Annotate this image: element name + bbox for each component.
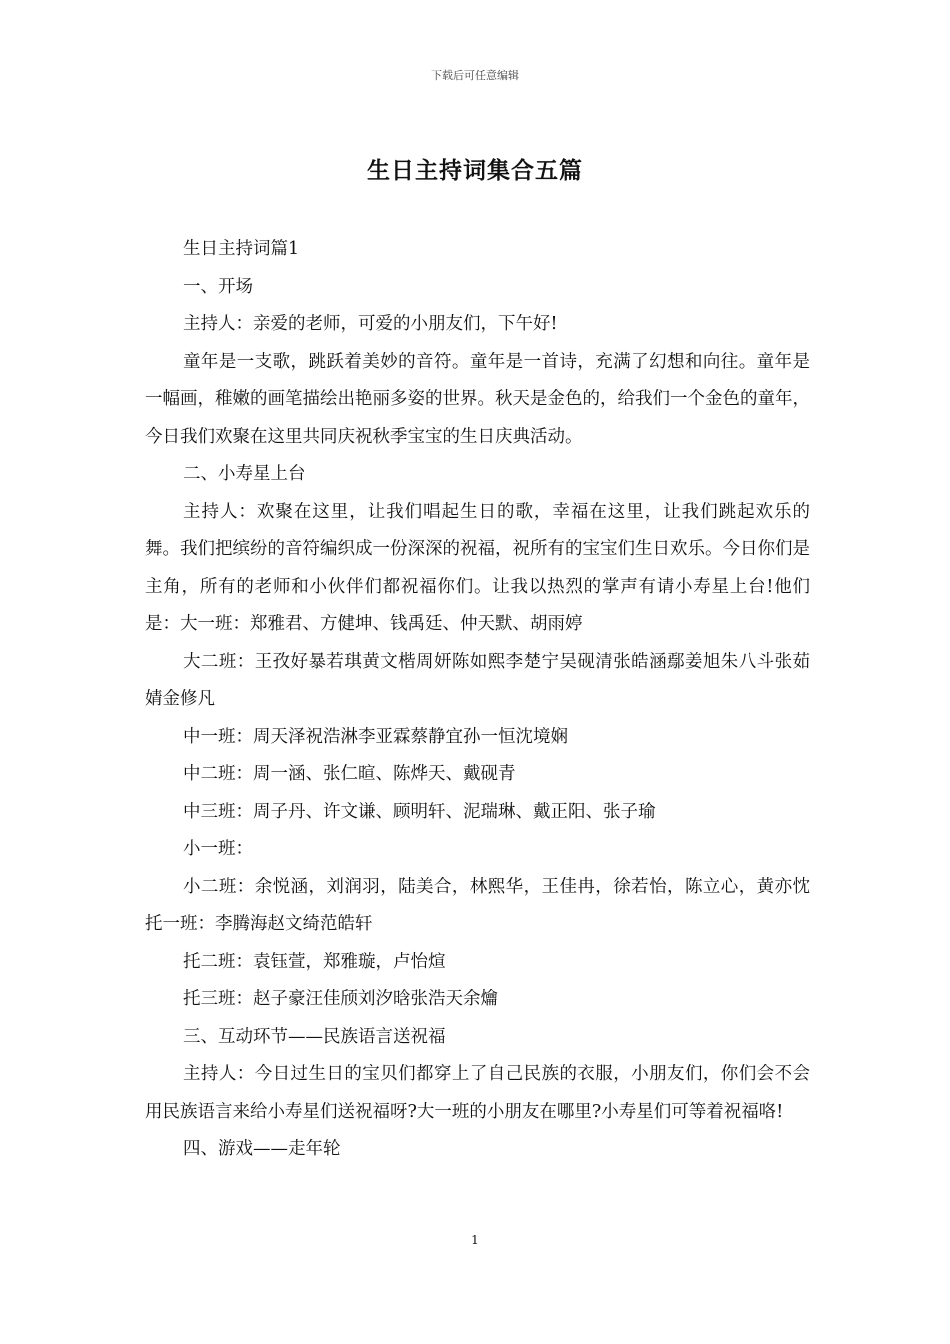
paragraph: 中一班：周天泽祝浩淋李亚霖蔡静宜孙一恒沈境娴 (183, 726, 568, 747)
paragraph: 童年是一支歌，跳跃着美妙的音符。童年是一首诗，充满了幻想和向往。童年是一幅画，稚嫩的画笔描绘出艳丽多姿的世界。秋天是金色的，给我们一个金色的童年，今日我们欢聚在这里共同庆祝秋季宝宝的生日庆典活动。 (145, 351, 810, 447)
paragraph: 大二班：王孜好暴若琪黄文楷周妍陈如熙李楚宁吴砚清张皓涵鄢姜旭朱八斗张茹婧金修凡 (145, 651, 810, 709)
paragraph: 小一班： (183, 839, 253, 859)
paragraph: 中二班：周一涵、张仁暄、陈烨天、戴砚青 (183, 764, 516, 784)
page-header: 下载后可任意编辑 (431, 69, 519, 82)
paragraph: 主持人：亲爱的老师，可爱的小朋友们，下午好! (183, 314, 558, 334)
paragraph: 主持人：今日过生日的宝贝们都穿上了自己民族的衣服，小朋友们，你们会不会用民族语言来给小寿星们送祝福呀?大一班的小朋友在哪里?小寿星们可等着祝福咯! (145, 1064, 810, 1122)
document-title: 生日主持词集合五篇 (367, 157, 583, 184)
paragraph: 主持人：欢聚在这里，让我们唱起生日的歌，幸福在这里，让我们跳起欢乐的舞。我们把缤纷的音符编织成一份深深的祝福，祝所有的宝宝们生日欢乐。今日你们是主角，所有的老师和小伙伴们都祝福你们。让我以热烈的掌声有请小寿星上台!他们是：大一班：郑雅君、方健坤、钱禹廷、仲天默、胡雨婷 (145, 501, 810, 634)
paragraph: 二、小寿星上台 (183, 464, 306, 484)
document-body (145, 231, 810, 1169)
paragraph: 托二班：袁钰萱，郑雅璇，卢怡煊 (183, 951, 446, 972)
paragraph: 小二班：余悦涵，刘润羽，陆美合，林熙华，王佳冉，徐若怡，陈立心，黄亦忱托一班：李腾海赵文绮范皓轩 (145, 876, 810, 934)
paragraph: 托三班：赵子豪汪佳颀刘汐晗张浩天余爚 (183, 989, 498, 1009)
paragraph: 生日主持词篇1 (183, 239, 300, 259)
paragraph: 四、游戏——走年轮 (183, 1139, 341, 1159)
page-number: 1 (471, 1233, 479, 1247)
paragraph: 中三班：周子丹、许文谦、顾明轩、泥瑞琳、戴正阳、张子瑜 (183, 801, 656, 822)
paragraph: 三、互动环节——民族语言送祝福 (183, 1026, 446, 1047)
paragraph: 一、开场 (183, 276, 253, 297)
